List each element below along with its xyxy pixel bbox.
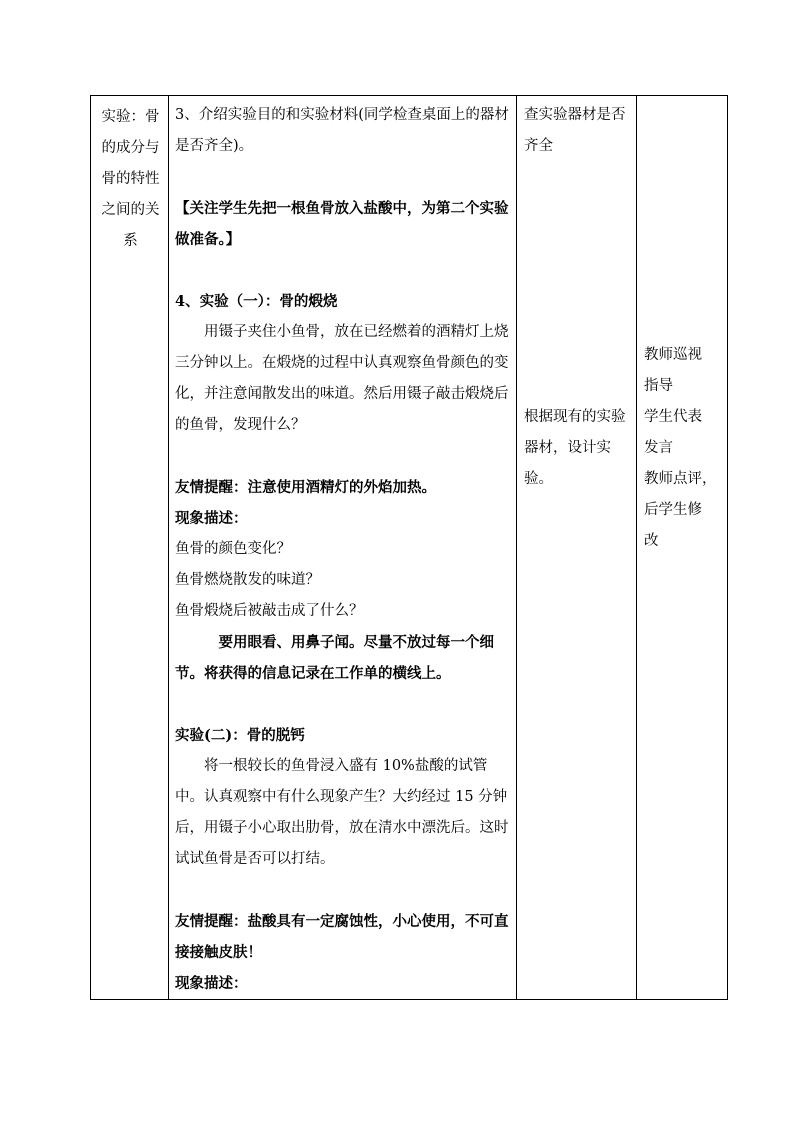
- teacher-line: 指导: [644, 378, 673, 394]
- question-1: 鱼骨的颜色变化？: [175, 541, 291, 557]
- teacher-line: 后学生修: [644, 502, 702, 518]
- student-activity-cell: [517, 96, 637, 1000]
- attention-note: 【关注学生先把一根鱼骨放入盐酸中，为第二个实验做准备。】: [175, 200, 509, 248]
- teacher-line: 教师点评，: [644, 471, 717, 487]
- phenomenon-label-1: 现象描述：: [175, 510, 248, 527]
- topic-line: 实验：骨: [101, 109, 160, 125]
- intro-paragraph: 3、介绍实验目的和实验材料(同学检查桌面上的器材是否齐全)。: [175, 107, 509, 154]
- safety-tip-1: 友情提醒：注意使用酒精灯的外焰加热。: [175, 479, 436, 496]
- student-check-text: 查实验器材是否齐全: [524, 107, 626, 154]
- topic-line: 的成分与: [101, 140, 160, 156]
- experiment-2-title: 实验(二)：骨的脱钙: [175, 727, 305, 744]
- phenomenon-label-2: 现象描述：: [175, 975, 248, 992]
- experiment-1-body: 用镊子夹住小鱼骨，放在已经燃着的酒精灯上烧三分钟以上。在煅烧的过程中认真观察鱼骨颜色的变化，并注意闻散发出的味道。然后用镊子敲击煅烧后的鱼骨，发现什么？: [175, 324, 509, 433]
- safety-tip-2: 友情提醒：盐酸具有一定腐蚀性，小心使用，不可直接接触皮肤！: [175, 913, 509, 961]
- student-design-text: 根据现有的实验器材，设计实验。: [524, 409, 626, 487]
- teacher-line: 发言: [644, 440, 673, 456]
- experiment-1-title: 4、实验（一）：骨的煅烧: [175, 293, 338, 310]
- observation-note: 要用眼看、用鼻子闻。尽量不放过每一个细节。将获得的信息记录在工作单的横线上。: [175, 634, 494, 682]
- teacher-line: 教师巡视: [644, 347, 702, 363]
- topic-cell: [91, 96, 169, 1000]
- question-2: 鱼骨燃烧散发的味道？: [175, 572, 320, 588]
- teacher-line: 改: [644, 533, 659, 549]
- experiment-2-body: 将一根较长的鱼骨浸入盛有 10%盐酸的试管中。认真观察中有什么现象产生？大约经过 15 分钟后，用镊子小心取出肋骨，放在清水中漂洗后。这时试试鱼骨是否可以打结。: [175, 758, 509, 867]
- teacher-activity-cell: [637, 96, 728, 1000]
- question-3: 鱼骨煅烧后被敲击成了什么？: [175, 603, 364, 619]
- topic-line: 系: [123, 233, 138, 249]
- topic-line: 之间的关: [101, 202, 160, 218]
- teacher-line: 学生代表: [644, 409, 702, 425]
- teaching-process-cell: [169, 96, 517, 1000]
- lesson-plan-table: [90, 95, 728, 1000]
- topic-line: 骨的特性: [101, 171, 160, 187]
- table-row: [91, 96, 728, 1000]
